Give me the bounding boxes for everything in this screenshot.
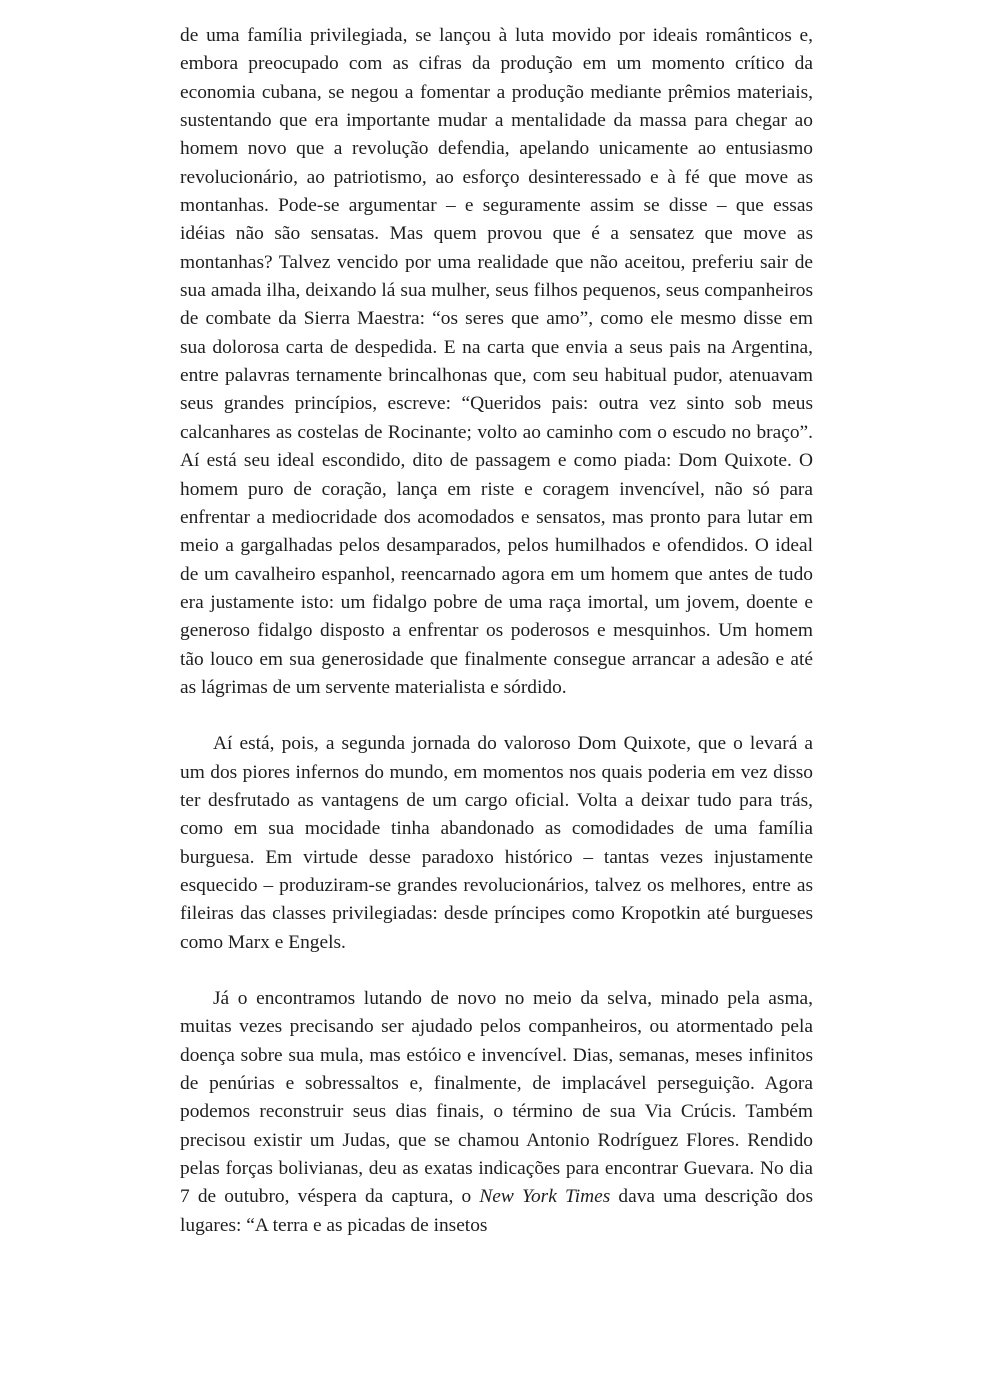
book-page	[180, 22, 813, 1240]
paragraph-3-text-after: dava uma descrição dos lugares: “A terra e as picadas de insetos	[180, 1186, 813, 1236]
paragraph-3-text-before: Já o encontramos lutando de novo no meio da selva, minado pela asma, muitas vezes precisando ser ajudado pelos companheiros, ou atormentado pela doença sobre sua mula, mas estóico e invencível. Dias, semanas, meses infinitos de penúrias e sobressaltos e, finalmente, de implacável perseguição. Agora podemos reconstruir seus dias finais, o término de sua Via Crúcis. Também precisou existir um Judas, que se chamou Antonio Rodríguez Flores. Rendido pelas forças bolivianas, deu as exatas indicações para encontrar Guevara. No dia 7 de outubro, véspera da captura, o	[180, 988, 813, 1208]
paragraph-gap	[180, 702, 813, 730]
paragraph-1: de uma família privilegiada, se lançou à luta movido por ideais românticos e, embora preocupado com as cifras da produção em um momento crítico da economia cubana, se negou a fomentar a produção mediante prêmios materiais, sustentando que era importante mudar a mentalidade da massa para chegar ao homem novo que a revolução defendia, apelando unicamente ao entusiasmo revolucionário, ao patriotismo, ao esforço desinteressado e à fé que move as montanhas. Pode-se argumentar – e seguramente assim se disse – que essas idéias não são sensatas. Mas quem provou que é a sensatez que move as montanhas? Talvez vencido por uma realidade que não aceitou, preferiu sair de sua amada ilha, deixando lá sua mulher, seus filhos pequenos, seus companheiros de combate da Sierra Maestra: “os seres que amo”, como ele mesmo disse em sua dolorosa carta de despedida. E na carta que envia a seus pais na Argentina, entre palavras ternamente brincalhonas que, com seu habitual pudor, atenuavam seus grandes princípios, escreve: “Queridos pais: outra vez sinto sob meus calcanhares as costelas de Rocinante; volto ao caminho com o escudo no braço”. Aí está seu ideal escondido, dito de passagem e como piada: Dom Quixote. O homem puro de coração, lança em riste e coragem invencível, não só para enfrentar a mediocridade dos acomodados e sensatos, mas pronto para lutar em meio a gargalhadas pelos desamparados, pelos humilhados e ofendidos. O ideal de um cavalheiro espanhol, reencarnado agora em um homem que antes de tudo era justamente isto: um fidalgo pobre de uma raça imortal, um jovem, doente e generoso fidalgo disposto a enfrentar os poderosos e mesquinhos. Um homem tão louco em sua generosidade que finalmente consegue arrancar a adesão e até as lágrimas de um servente materialista e sórdido.	[180, 25, 813, 698]
paragraph-gap	[180, 957, 813, 985]
newspaper-title: New York Times	[479, 1186, 611, 1208]
paragraph-3	[180, 985, 813, 1240]
paragraph-2: Aí está, pois, a segunda jornada do valoroso Dom Quixote, que o levará a um dos piores infernos do mundo, em momentos nos quais poderia em vez disso ter desfrutado as vantagens de um cargo oficial. Volta a deixar tudo para trás, como em sua mocidade tinha abandonado as comodidades de uma família burguesa. Em virtude desse paradoxo histórico – tantas vezes injustamente esquecido – produziram-se grandes revolucionários, talvez os melhores, entre as fileiras das classes privilegiadas: desde príncipes como Kropotkin até burgueses como Marx e Engels.	[180, 733, 813, 953]
